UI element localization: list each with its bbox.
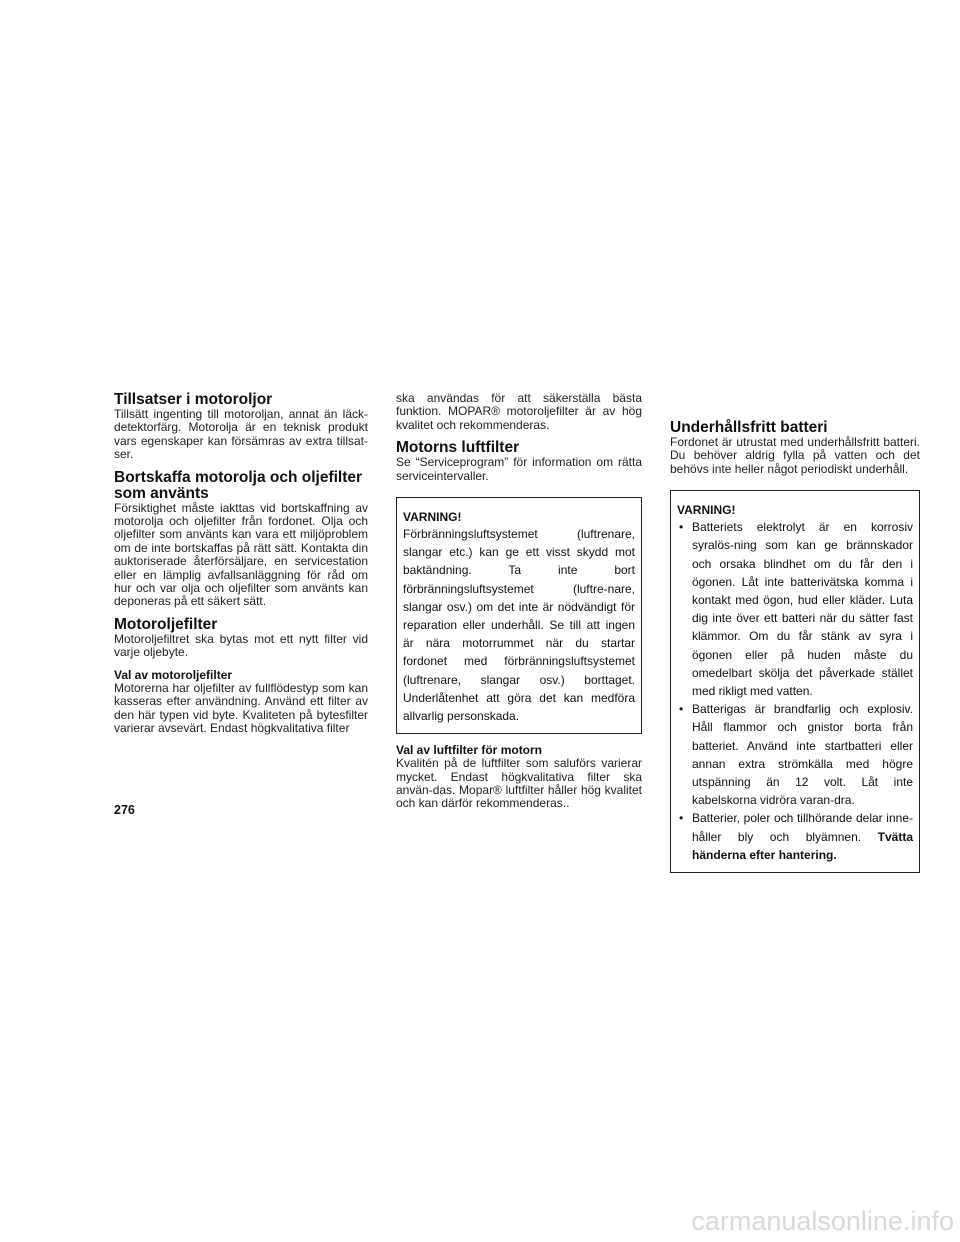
- bullet-icon: •: [679, 702, 684, 717]
- paragraph-disposal: Försiktighet måste iakttas vid bortskaffning av motorolja och oljefilter från fordonet. Olja och oljefilter som använts kan vara ett miljöproblem om de inte bortskaffas på rätt sätt. Kontakta din auktoriserade återförsäljare, en servicestation eller en lämplig avfallsanläggning för råd om hur och var olja och oljefilter som använts kan deponeras på ett säkert sätt.: [114, 500, 368, 609]
- heading-maintenance-free-battery: Underhållsfritt batteri: [670, 419, 828, 436]
- bullet-icon: •: [679, 520, 684, 535]
- paragraph-air-filter: Se “Serviceprogram” för information om rätta serviceintervaller.: [396, 455, 642, 483]
- paragraph-air-filter-selection: Kvalitén på de luftfilter som saluförs varierar mycket. Endast högkvalitativa filter ska använ-das. Mopar® luftfilter håller hög kvalitet och kan därför rekommenderas..: [396, 756, 642, 811]
- warning-bullet-item: [677, 700, 913, 809]
- paragraph-oil-filter-continued: ska användas för att säkerställa bästa funktion. MOPAR® motoroljefilter är av hög kvalitet och rekommenderas.: [396, 391, 642, 432]
- column-3: [670, 420, 920, 873]
- warning-box-battery: [670, 490, 920, 873]
- warning-box-air-filter: [396, 497, 642, 734]
- heading-additives: Tillsatser i motoroljor: [114, 391, 273, 408]
- heading-oil-filter: Motoroljefilter: [114, 615, 218, 633]
- paragraph-oil-filter-selection: Motorerna har oljefilter av fullflödestyp som kan kasseras efter användning. Använd ett filter av den här typen vid byte. Kvaliteten på bytesfilter varierar avsevärt. Endast högkvalitativa filter: [114, 680, 368, 735]
- warning-title: VARNING!: [403, 510, 462, 525]
- page-number: 276: [114, 803, 135, 817]
- paragraph-additives: Tillsätt ingenting till motoroljan, annat än läck-detektorfärg. Motorolja är en teknisk produkt vars egenskaper kan försämras av extra tillsat-ser.: [114, 407, 368, 462]
- warning-bullet-text: Batterier, poler och tillhörande delar inne-håller bly och blyämnen.: [692, 811, 913, 844]
- paragraph-battery: Fordonet är utrustat med underhållsfritt batteri. Du behöver aldrig fylla på vatten och det behövs inte heller något periodiskt underhåll.: [670, 435, 920, 476]
- warning-bullet-item: [677, 809, 913, 864]
- warning-title: VARNING!: [677, 503, 736, 518]
- warning-bullet-text: Batteriets elektrolyt är en korrosiv syralös-ning som kan ge brännskador och orsaka blindhet om du får den i ögonen. Låt inte batterivätska komma i kontakt med ögon, hud eller kläder. Luta dig inte över ett batteri när du sätter fast klämmor. Om du får stänk av syra i ögonen eller på huden måste du omedelbart skölja det påverkade stället med rikligt med vatten.: [692, 520, 913, 699]
- subheading-air-filter-selection: Val av luftfilter för motorn: [396, 743, 543, 758]
- subheading-oil-filter-selection: Val av motoroljefilter: [114, 667, 233, 682]
- watermark: carmanualsonline.info: [691, 1206, 954, 1236]
- heading-air-filter: Motorns luftfilter: [396, 439, 520, 457]
- paragraph-oil-filter: Motoroljefiltret ska bytas mot ett nytt filter vid varje oljebyte.: [114, 631, 368, 660]
- column-2: [396, 392, 642, 811]
- warning-text: Förbränningsluftsystemet (luftrenare, slangar etc.) kan ge ett visst skydd mot baktändning. Ta inte bort förbränningsluftsystemet (luftre-nare, slangar osv.) om det inte är nödvändigt för reparation eller underhåll. Se till att ingen är nära motorrummet när du startar fordonet med förbränningsluftsystemet (luftrenare, slangar osv.) borttaget. Underlåtenhet att göra det kan medföra allvarlig personskada.: [403, 527, 635, 724]
- warning-bullet-text: Batterigas är brandfarlig och explosiv. Håll flammor och gnistor borta från batteriet. Använd inte startbatteri eller annan extra strömkälla med högre utspänning än 12 volt. Låt inte kabelskorna vidröra varan-dra.: [692, 702, 913, 808]
- warning-bullet-list: [677, 518, 913, 864]
- bullet-icon: •: [679, 811, 684, 826]
- warning-bullet-item: [677, 518, 913, 700]
- heading-disposal: Bortskaffa motorolja och oljefilter som använts: [114, 468, 363, 502]
- warning-bullet-bold-text: Tvätta händerna efter hantering.: [692, 829, 913, 862]
- column-1: [114, 392, 368, 735]
